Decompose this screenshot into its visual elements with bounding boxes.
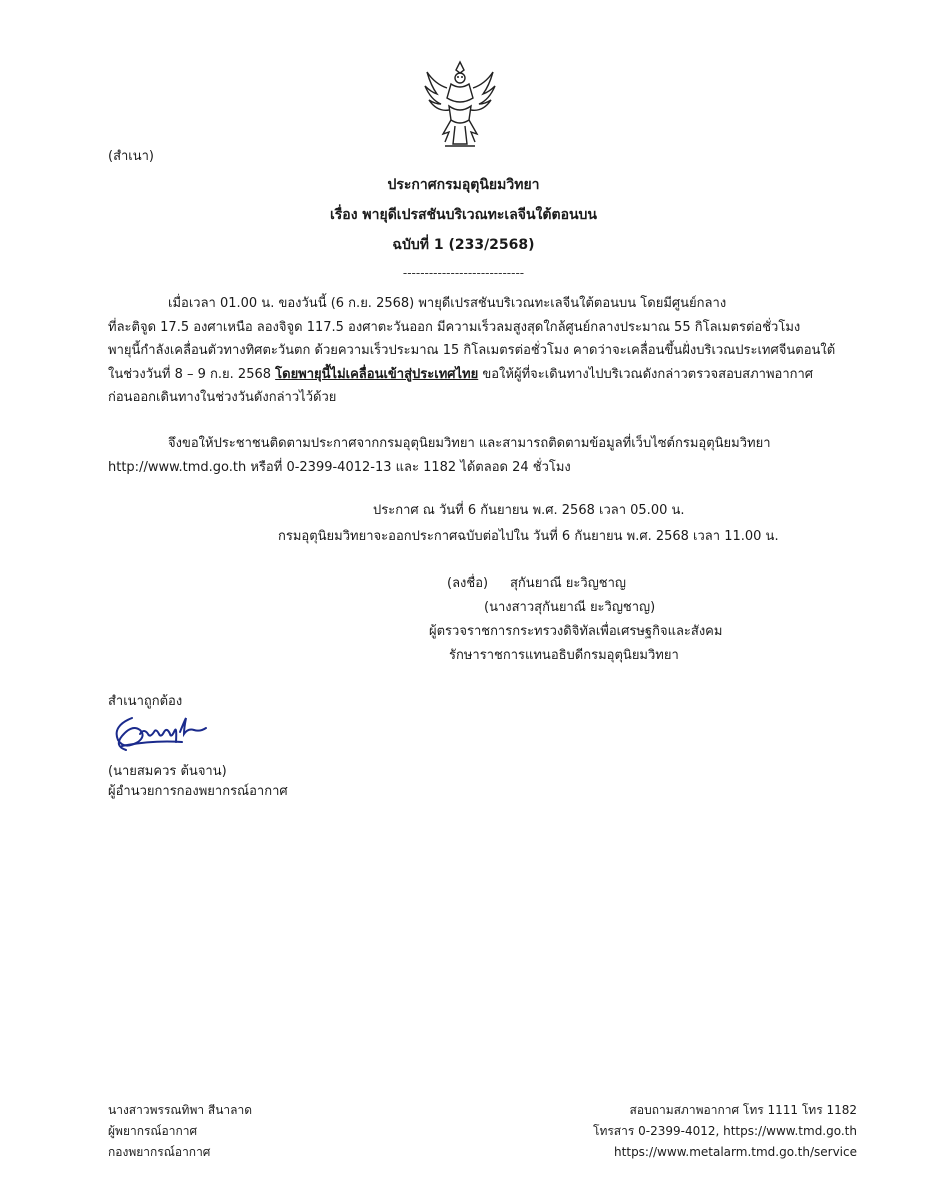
- handwritten-signature: [110, 712, 210, 754]
- garuda-emblem: [421, 58, 499, 152]
- document-title: ประกาศกรมอุตุนิยมวิทยา: [387, 177, 540, 193]
- paragraph-storm-details: [108, 292, 848, 410]
- not-entering-thailand-note: โดยพายุนี้ไม่เคลื่อนเข้าสู่ประเทศไทย: [275, 366, 479, 382]
- forecaster-division: กองพยากรณ์อากาศ: [108, 1145, 211, 1159]
- paragraph-follow-info: [108, 432, 848, 479]
- divider-line: ----------------------------: [402, 266, 525, 280]
- next-issue-datetime: กรมอุตุนิยมวิทยาจะออกประกาศฉบับต่อไปใน วันที่ 6 กันยายน พ.ศ. 2568 เวลา 11.00 น.: [278, 529, 779, 544]
- signed-name: สุกันยาณี ยะวิญชาญ: [510, 576, 626, 591]
- copy-label: (สำเนา): [108, 149, 155, 164]
- para1-line2: ที่ละติจูด 17.5 องศาเหนือ ลองจิจูด 117.5 องศาตะวันออก มีความเร็วลมสูงสุดใกล้ศูนย์กลางประมาณ 55 กิโลเมตรต่อชั่วโมง: [108, 319, 801, 335]
- signer-full-name: (นางสาวสุกันยาณี ยะวิญชาญ): [484, 600, 656, 615]
- para1-line1: เมื่อเวลา 01.00 น. ของวันนี้ (6 ก.ย. 2568) พายุดีเปรสชันบริเวณทะเลจีนใต้ตอนบน โดยมีศูนย์กลาง: [168, 296, 727, 311]
- footer-forecaster: [108, 1100, 252, 1163]
- signer-acting-position: รักษาราชการแทนอธิบดีกรมอุตุนิยมวิทยา: [449, 648, 679, 663]
- certified-copy-label: สำเนาถูกต้อง: [108, 694, 183, 709]
- document-subject: เรื่อง พายุดีเปรสชันบริเวณทะเลจีนใต้ตอนบน: [330, 207, 597, 223]
- issued-datetime: ประกาศ ณ วันที่ 6 กันยายน พ.ศ. 2568 เวลา 05.00 น.: [373, 503, 685, 518]
- para2-line2: http://www.tmd.go.th หรือที่ 0-2399-4012-13 และ 1182 ได้ตลอด 24 ชั่วโมง: [108, 459, 571, 475]
- certifier-position: ผู้อำนวยการกองพยากรณ์อากาศ: [108, 784, 288, 799]
- para1-line5: ก่อนออกเดินทางในช่วงวันดังกล่าวไว้ด้วย: [108, 390, 337, 405]
- para1-line4-post: ขอให้ผู้ที่จะเดินทางไปบริเวณดังกล่าวตรวจสอบสภาพอากาศ: [478, 366, 814, 382]
- contact-fax-website[interactable]: โทรสาร 0-2399-4012, https://www.tmd.go.th: [593, 1124, 857, 1138]
- forecaster-title: ผู้พยากรณ์อากาศ: [108, 1124, 198, 1138]
- para1-line4-pre: ในช่วงวันที่ 8 – 9 ก.ย. 2568: [108, 366, 276, 382]
- para2-line1: จึงขอให้ประชาชนติดตามประกาศจากกรมอุตุนิยมวิทยา และสามารถติดตามข้อมูลที่เว็บไซต์กรมอุตุนิยมวิทยา: [168, 436, 771, 451]
- contact-phone: สอบถามสภาพอากาศ โทร 1111 โทร 1182: [629, 1103, 857, 1117]
- footer-contact: [593, 1100, 857, 1163]
- certifier-name: (นายสมควร ต้นจาน): [108, 764, 227, 779]
- signer-position: ผู้ตรวจราชการกระทรวงดิจิทัลเพื่อเศรษฐกิจและสังคม: [429, 624, 723, 639]
- forecaster-name: นางสาวพรรณทิพา สีนาลาด: [108, 1103, 253, 1117]
- para1-line3: พายุนี้กำลังเคลื่อนตัวทางทิศตะวันตก ด้วยความเร็วประมาณ 15 กิโลเมตรต่อชั่วโมง คาดว่าจะเคลื่อนขึ้นฝั่งบริเวณประเทศจีนตอนใต้: [108, 343, 836, 358]
- document-issue-number: ฉบับที่ 1 (233/2568): [392, 237, 535, 253]
- para1-line4: [108, 363, 848, 387]
- contact-metalarm-link[interactable]: https://www.metalarm.tmd.go.th/service: [614, 1145, 857, 1159]
- signed-label: (ลงชื่อ): [447, 576, 489, 591]
